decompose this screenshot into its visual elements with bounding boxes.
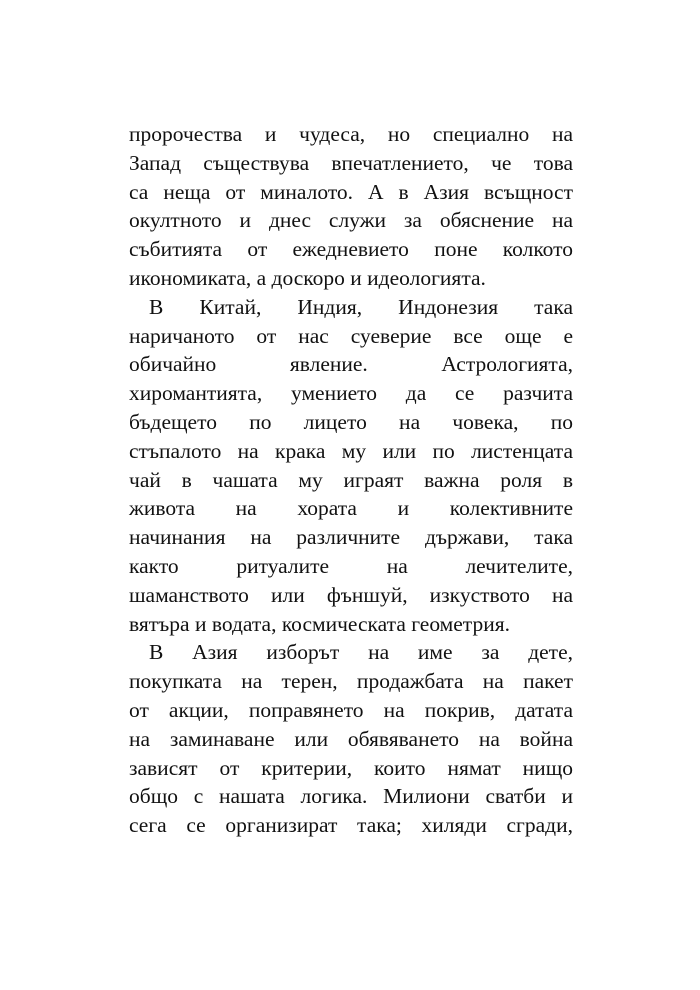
text-line: В Китай, Индия, Индонезия така: [149, 294, 573, 319]
text-line: окултното и днес служи за обяснение на: [129, 208, 573, 233]
text-line: наричаното от нас суеверие все още е: [129, 323, 573, 348]
paragraph-2: [129, 293, 573, 639]
text-line: събитията от ежедневието поне колкото: [129, 237, 573, 262]
text-line: пророчества и чудеса, но специално на: [129, 122, 573, 146]
text-line: хиромантията, умението да се разчита: [129, 381, 573, 406]
text-line: общо с нашата логика. Милиони сватби и: [129, 784, 573, 809]
text-line: чай в чашата му играят важна роля в: [129, 467, 573, 492]
text-line: бъдещето по лицето на човека, по: [129, 409, 573, 434]
text-line: обичайно явление. Астрологията,: [129, 352, 573, 377]
text-line: шаманството или фъншуй, изкуството на: [129, 582, 573, 607]
text-line: начинания на различните държави, така: [129, 525, 573, 550]
paragraph-1: [129, 120, 573, 293]
text-line: сега се организират така; хиляди сгради,: [129, 813, 573, 838]
text-line: икономиката, а доскоро и идеологията.: [129, 265, 486, 290]
body-text: [129, 120, 573, 840]
paragraph-3: [129, 638, 573, 840]
text-line: стъпалото на крака му или по листенцата: [129, 438, 573, 463]
text-line: както ритуалите на лечителите,: [129, 553, 573, 578]
text-line: В Азия изборът на име за дете,: [149, 640, 573, 665]
text-line: покупката на терен, продажбата на пакет: [129, 669, 573, 694]
text-line: зависят от критерии, които нямат нищо: [129, 755, 573, 780]
text-line: живота на хората и колективните: [129, 496, 573, 521]
text-line: Запад съществува впечатлението, че това: [129, 150, 573, 175]
text-line: вятъра и водата, космическата геометрия.: [129, 611, 510, 636]
text-line: са неща от миналото. А в Азия всъщност: [129, 179, 573, 204]
text-line: на заминаване или обявяването на война: [129, 726, 573, 751]
text-line: от акции, поправянето на покрив, датата: [129, 697, 573, 722]
